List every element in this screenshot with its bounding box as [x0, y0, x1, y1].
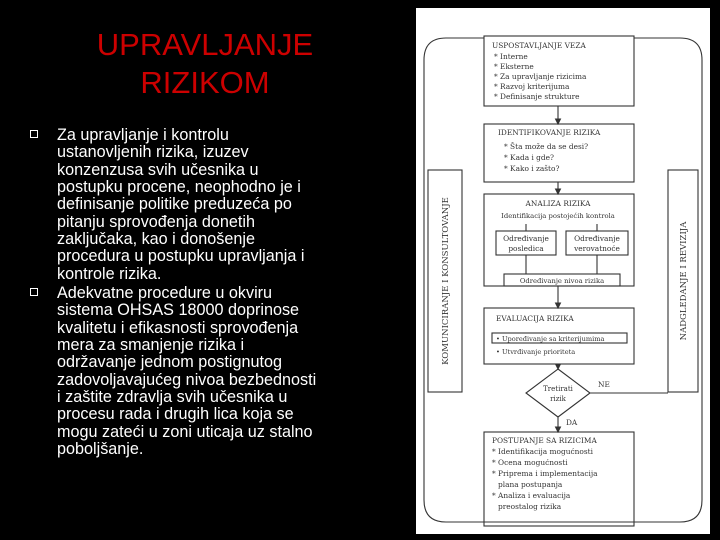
box3-title: ANALIZA RIZIKA [525, 199, 591, 208]
box4-title: EVALUACIJA RIZIKA [496, 314, 574, 323]
bullet-line: ustanovljenih rizika, izuzev [57, 143, 249, 162]
bullet-list [30, 127, 390, 460]
side-label-monitoring: NADGLEDANJE I REVIZIJA [679, 221, 689, 341]
box5-line: preostalog rizika [498, 502, 562, 511]
bullet-line: i zaštite zdravlja svih učesnika u [57, 387, 288, 406]
bullet-line: pitanju sprovođenja donetih [57, 212, 255, 231]
consequences-line: Određivanje [503, 234, 549, 243]
bullet-line: poboljšanje. [57, 439, 144, 458]
bullet-item-2 [30, 285, 390, 458]
box1-line: * Razvoj kriterijuma [494, 82, 570, 91]
bullet-item-1 [30, 127, 390, 283]
no-label: NE [598, 380, 610, 389]
box2-line: * Šta može da se desi? [504, 142, 589, 151]
title-line-2: RIZIKOM [140, 64, 270, 100]
consequences-line: posledica [508, 244, 544, 253]
box4-line: • Upoređivanje sa kriterijumima [496, 335, 605, 343]
square-bullet-icon [30, 288, 38, 296]
risk-level-text: Određivanje nivoa rizika [519, 277, 605, 285]
square-bullet-icon [30, 130, 38, 138]
bullet-line: Za upravljanje i kontrolu [57, 126, 229, 144]
likelihood-line: Određivanje [574, 234, 620, 243]
box3-subtitle: Identifikacija postojećih kontrola [501, 212, 615, 220]
box2-line: * Kako i zašto? [504, 164, 560, 173]
side-label-communication: KOMUNICIRANJE I KONSULTOVANJE [441, 197, 451, 365]
likelihood-line: verovatnoće [574, 244, 620, 253]
bullet-line: održavanje jednom postignutog [57, 353, 282, 372]
box5-line: * Priprema i implementacija [492, 469, 598, 478]
bullet-line: kvalitetu i efikasnosti sprovođenja [57, 318, 299, 337]
bullet-line: sistema OHSAS 18000 doprinose [57, 301, 300, 320]
decision-line: rizik [550, 395, 566, 403]
box5-title: POSTUPANJE SA RIZICIMA [492, 436, 597, 445]
box2-line: * Kada i gde? [504, 153, 554, 162]
bullet-line: Adekvatne procedure u okviru [57, 283, 273, 302]
bullet-line: zadovoljavajućeg nivoa bezbednosti [57, 370, 317, 389]
bullet-line: definisanje politike preduzeća po [57, 195, 292, 214]
box1-line: * Definisanje strukture [494, 92, 580, 101]
bullet-line: postupku procene, neophodno je i [57, 177, 301, 196]
box4-line: • Utvrđivanje prioriteta [496, 348, 576, 356]
box5-line: * Analiza i evaluacija [492, 491, 571, 500]
box1-line: * Eksterne [494, 62, 534, 71]
bullet-line: procesu rada i drugih lica koja se [57, 405, 294, 424]
box5-line: * Ocena mogućnosti [492, 458, 568, 467]
box1-line: * Za upravljanje rizicima [494, 72, 587, 81]
bullet-line: kontrole rizika. [57, 264, 162, 283]
title-line-1: UPRAVLJANJE [96, 27, 314, 62]
box5-line: * Identifikacija mogućnosti [492, 447, 593, 456]
bullet-line: mera za smanjenje rizika i [57, 335, 245, 354]
bullet-line: mogu zateći u zoni uticaja uz stalno [57, 422, 313, 441]
bullet-line: konzenzusa svih učesnika u [57, 160, 259, 179]
slide-title [60, 26, 350, 102]
flowchart [416, 8, 710, 534]
box1-line: * Interne [494, 52, 528, 61]
bullet-line: zaključaka, kao i donošenje [57, 229, 255, 248]
bullet-line: procedura u postupku upravljanja i [57, 247, 305, 266]
box5-line: plana postupanja [498, 480, 563, 489]
treat-risk-decision [526, 369, 590, 417]
yes-label: DA [566, 418, 578, 427]
risk-management-diagram [416, 8, 710, 534]
decision-line: Tretirati [543, 385, 573, 393]
box2-title: IDENTIFIKOVANJE RIZIKA [498, 128, 601, 137]
box1-title: USPOSTAVLJANJE VEZA [492, 41, 586, 50]
